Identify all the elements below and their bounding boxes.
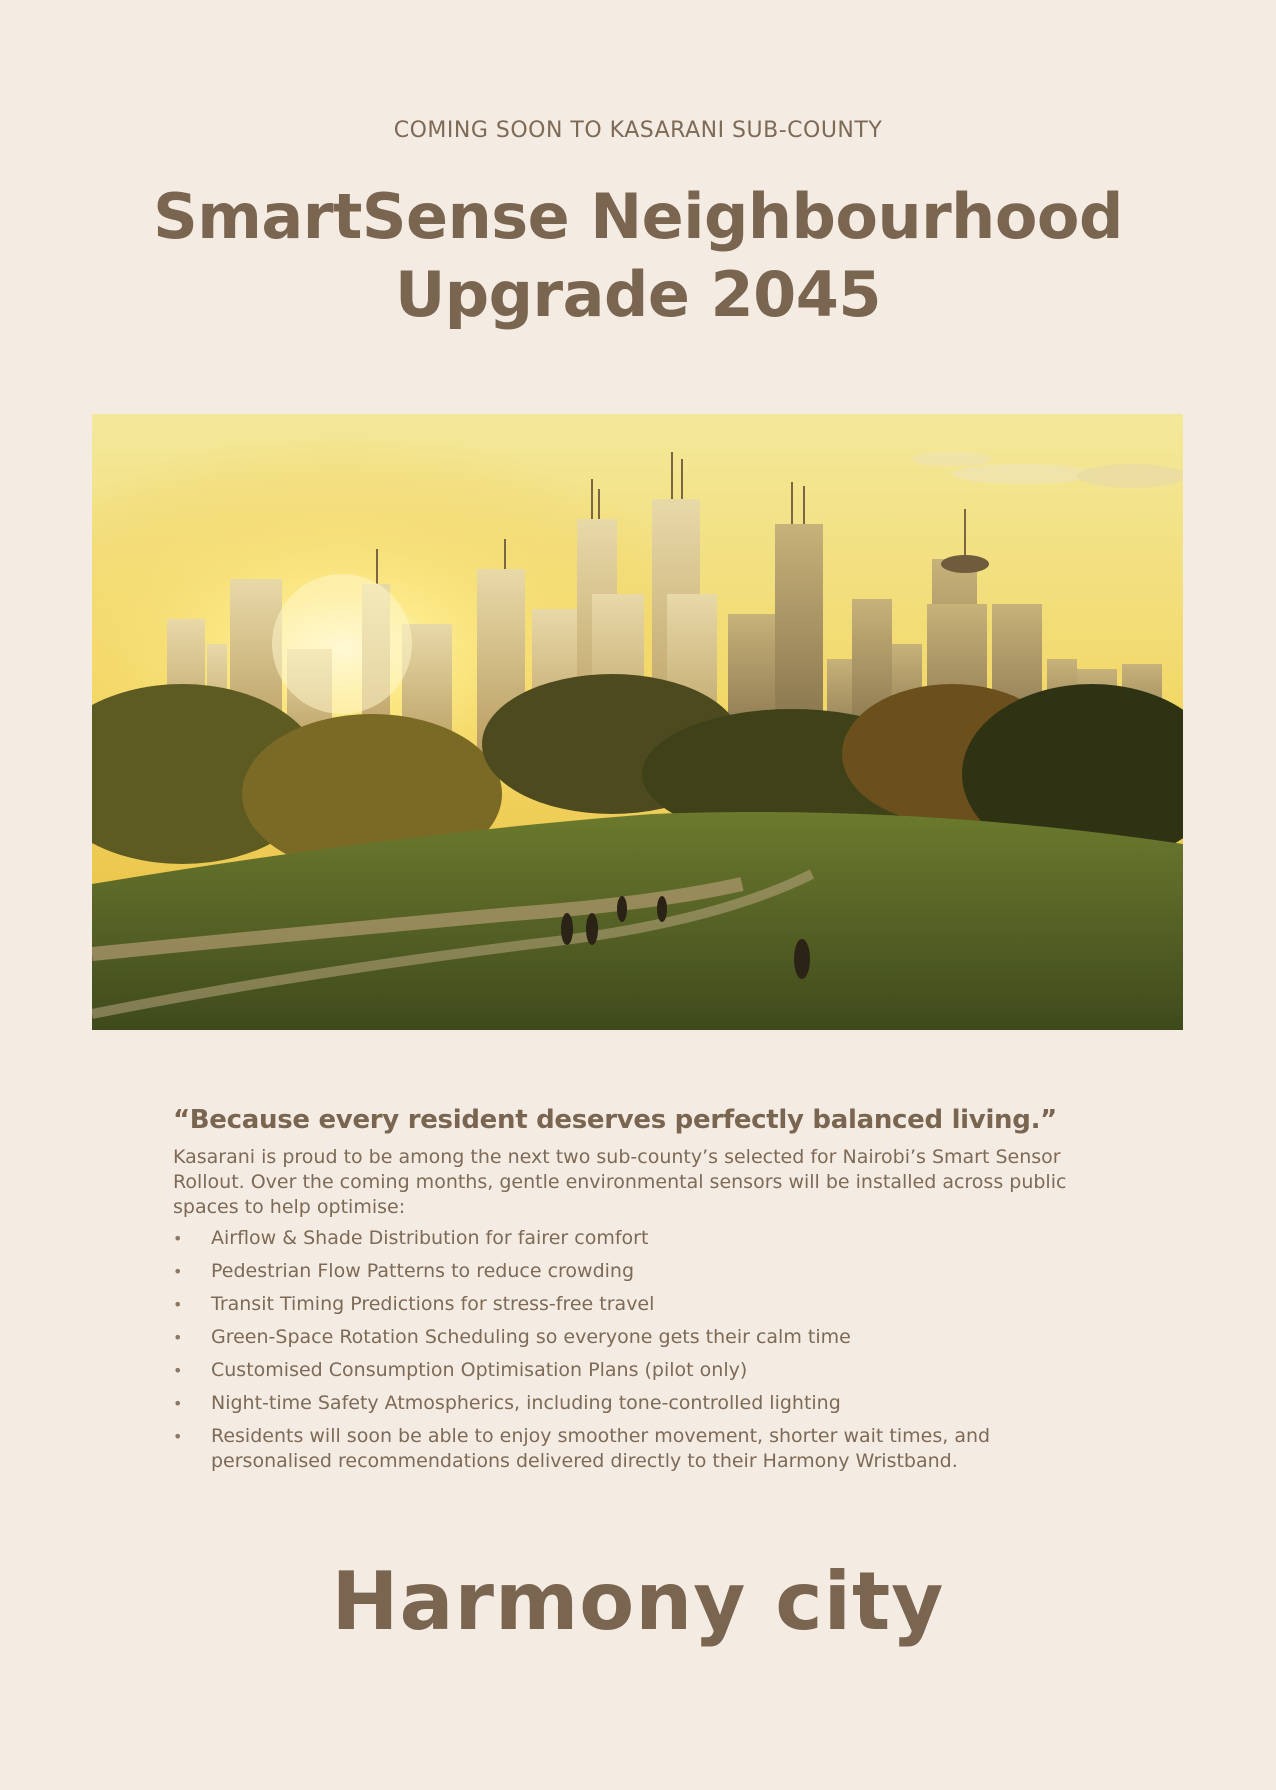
list-item: • Transit Timing Predictions for stress-free travel: [173, 1292, 1113, 1317]
list-item: • Green-Space Rotation Scheduling so everyone gets their calm time: [173, 1325, 1113, 1350]
quote-heading: “Because every resident deserves perfectly balanced living.”: [173, 1105, 1057, 1135]
list-item: • Airflow & Shade Distribution for fairer comfort: [173, 1226, 1113, 1251]
hero-image: [92, 414, 1183, 1030]
kicker-text: COMING SOON TO KASARANI SUB-COUNTY: [393, 118, 883, 143]
brand-name: Harmony city: [331, 1555, 945, 1648]
page-title: [0, 178, 1276, 334]
list-item: • Night-time Safety Atmospherics, including tone-controlled lighting: [173, 1391, 1113, 1416]
skyline-illustration: [92, 414, 1183, 1030]
list-item: • Residents will soon be able to enjoy smoother movement, shorter wait times, and personalised recommendations delivered directly to their Harmony Wristband.: [173, 1424, 1113, 1474]
feature-list: [173, 1226, 1113, 1474]
body-content: [173, 1105, 1113, 1482]
title-line-1: SmartSense Neighbourhood: [153, 180, 1123, 253]
intro-paragraph: Kasarani is proud to be among the next two sub-county’s selected for Nairobi’s Smart Sensor Rollout. Over the coming months, gentle environmental sensors will be installed across public spaces to help optimise:: [173, 1146, 1067, 1218]
title-line-2: Upgrade 2045: [394, 258, 882, 331]
list-item: • Customised Consumption Optimisation Plans (pilot only): [173, 1358, 1113, 1383]
list-item: • Pedestrian Flow Patterns to reduce crowding: [173, 1259, 1113, 1284]
